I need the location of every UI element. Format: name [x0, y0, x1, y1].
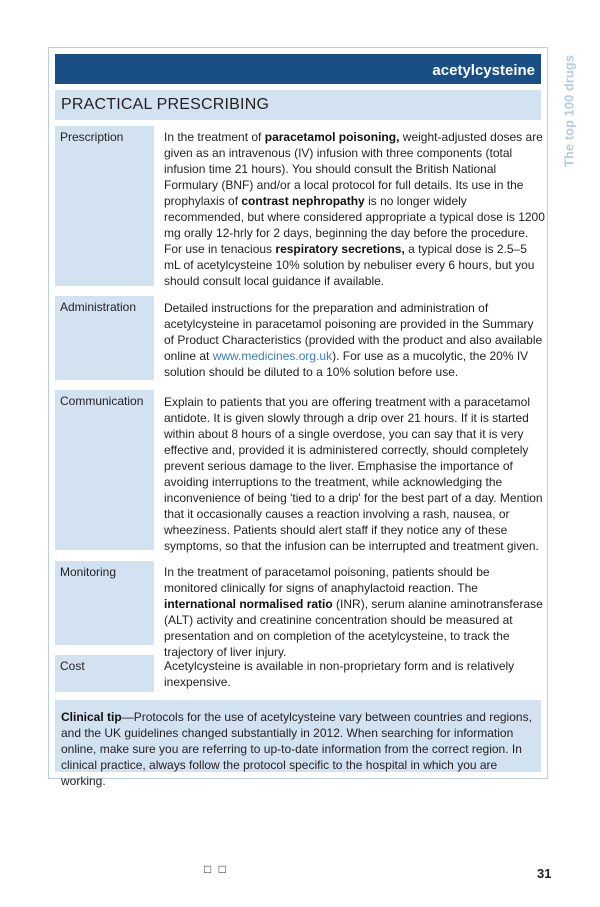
drug-card	[48, 47, 548, 788]
communication-label: Communication	[55, 390, 154, 550]
side-tab	[557, 48, 581, 173]
administration-label: Administration	[55, 296, 154, 380]
medicines-link[interactable]: www.medicines.org.uk	[212, 349, 333, 363]
section-title: PRACTICAL PRESCRIBING	[55, 90, 541, 120]
footer-glyphs: □ □	[204, 862, 228, 876]
monitoring-label: Monitoring	[55, 561, 154, 645]
administration-text: Detailed instructions for the preparation and administration of acetylcysteine in paracetamol poisoning are provided in the Summary of Product Characteristics (provided with the product and also available online at www.medicines.org.uk). For use as a mucolytic, the 20% IV solution should be diluted to a 10% solution before use.	[164, 301, 543, 379]
monitoring-text: In the treatment of paracetamol poisoning, patients should be monitored clinically for signs of anaphylactoid reaction. The international normalised ratio (INR), serum alanine aminotransferase (ALT) activity and creatinine concentration should be measured at presentation and on completion of the acetylcysteine, to track the trajectory of liver injury.	[164, 565, 543, 659]
clinical-tip-text: —Protocols for the use of acetylcysteine vary between countries and regions, and the UK guidelines changed substantially in 2012. When searching for information online, make sure you are referring to up-to-date information from the correct region. In clinical practice, always follow the protocol specific to the hospital in which you are working.	[61, 710, 532, 788]
cost-label: Cost	[55, 655, 154, 692]
prescription-label: Prescription	[55, 126, 154, 286]
page-number: 31	[537, 866, 552, 881]
cost-text: Acetylcysteine is available in non-proprietary form and is relatively inexpensive.	[164, 659, 515, 689]
drug-name-header: acetylcysteine	[55, 54, 541, 84]
communication-text: Explain to patients that you are offering treatment with a paracetamol antidote. It is given slowly through a drip over 21 hours. If it is started within about 8 hours of a single overdose, you can say that it is very effective and, provided it is administered correctly, should completely prevent serious damage to the liver. Emphasise the importance of avoiding interruptions to the treatment, while acknowledging the inconvenience of being 'tied to a drip' for the best part of a day. Mention that it occasionally causes a reaction involving a rash, nausea, or wheeziness. Patients should alert staff if they notice any of these symptoms, so that the infusion can be interrupted and treatment given.	[164, 395, 543, 553]
clinical-tip-label: Clinical tip	[61, 710, 122, 724]
prescription-text: In the treatment of paracetamol poisoning, weight-adjusted doses are given as an intravenous (IV) infusion with three components (total infusion time 21 hours). You should consult the British National Formulary (BNF) and/or a local protocol for full details. Its use in the prophylaxis of contrast nephropathy is no longer widely recommended, but where considered appropriate a typical dose is 1200 mg orally 12-hrly for 2 days, beginning the day before the procedure. For use in tenacious respiratory secretions, a typical dose is 2.5–5 mL of acetylcysteine 10% solution by nebuliser every 6 hours, but you should consult local guidance if available.	[164, 130, 545, 288]
side-tab-label: The top 100 drugs	[561, 54, 577, 167]
clinical-tip	[55, 700, 541, 788]
